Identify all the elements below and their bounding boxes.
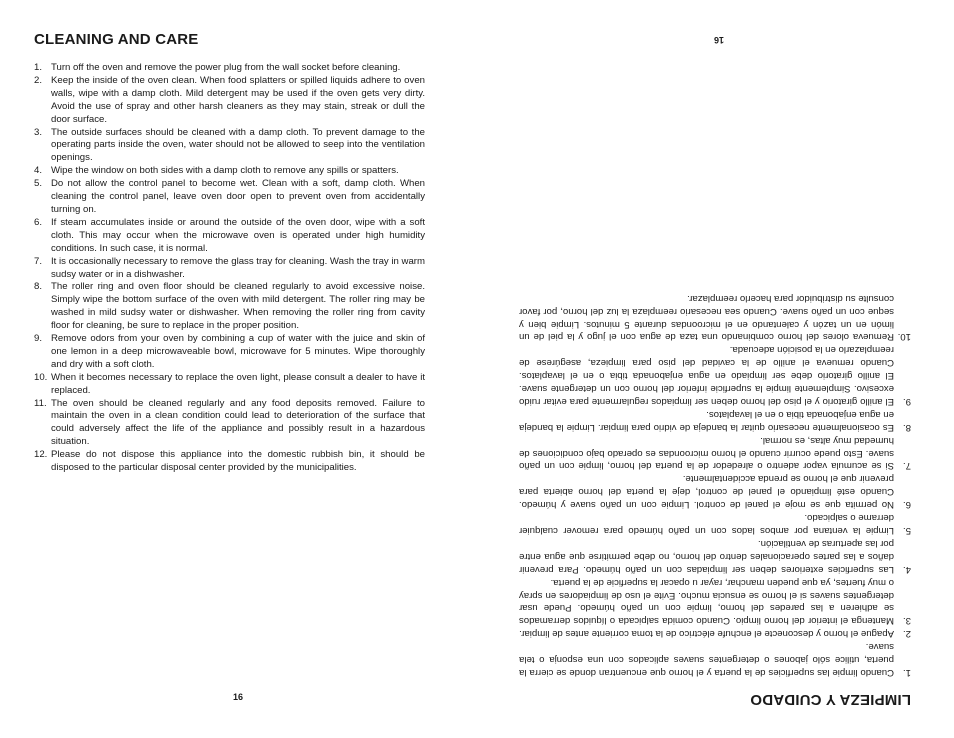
list-item-text: Mantenga el interior del horno limpio. Cuando comida salpicada o líquidos derramados se adhieren a las paredes del horno, limpie con un paño húmedo. Puede usar detergentes suaves si el horno se ensucia mucho. Evite el uso de limpiadores en spray o muy fuertes, ya que pueden manchar, rayar u opacar la superficie de la puerta. [519,576,894,627]
list-item [34,75,425,127]
list-item-text: Remueva olores del horno combinando una taza de agua con el jugo y la piel de un limón en un tazón y calentando en el microondas durante 5 minutos. Limpie bien y seque con un paño suave. Cuando sea necesario reemplaza la luz del horno, por favor consulte su distribuidor para hacerlo reemplazar. [519,292,894,343]
list-item [519,291,911,343]
list-item-number: 7. [902,460,911,472]
list-item [519,575,911,627]
list-item [34,127,425,166]
list-item-number: 5. [34,178,43,190]
list-item-number: 6. [34,216,43,228]
list-item-number: 7. [34,255,43,267]
list-item-text: Las superficies exteriores deben ser limpiadas con un paño húmedo. Para prevenir daños a las partes operacionales dentro del horno, no debe permitirse que agua entre por las aperturas de ventilación. [519,537,894,575]
right-page-upside-down [477,0,954,738]
instruction-list [34,62,425,475]
list-item-text: When it becomes necessary to replace the oven light, please consult a dealer to have it replaced. [51,371,425,396]
list-item-text: Keep the inside of the oven clean. When food splatters or spilled liquids adhere to oven walls, wipe with a damp cloth. Mild detergent may be used if the oven gets very dirty. Avoid the use of spray and other harsh cleaners as they may stain, streak or dull the door surface. [51,74,425,125]
instruction-list-spanish [519,291,911,678]
list-item-number: 3. [902,615,911,627]
list-item-number: 1. [902,667,911,678]
list-item-number: 6. [902,499,911,511]
page-number: 16 [233,692,244,702]
list-item-number: 4. [902,563,911,575]
list-item-number: 10. [897,331,911,343]
list-item [34,449,425,475]
list-item-number: 8. [34,281,43,293]
list-item-number: 2. [902,628,911,640]
list-item-text: The oven should be cleaned regularly and any food deposits removed. Failure to maintain the oven in a clean condition could lead to deterioration of the surface that could adversely affect the life of the appliance and possibly result in a hazardous situation. [51,397,425,448]
list-item-number: 8. [902,421,911,433]
list-item [34,281,425,333]
list-item [34,217,425,256]
list-item [519,626,911,639]
list-item [34,256,425,282]
list-item [519,407,911,433]
list-item-text: If steam accumulates inside or around the outside of the oven door, wipe with a soft cloth. This may occur when the microwave oven is operated under high humidity conditions. In such case, it is normal. [51,216,425,254]
list-item-text: Es ocasionalmente necesario quitar la bandeja de vidrio para limpiar. Limpie la bandeja en agua enjabonada tibia o en el lavaplatos. [519,408,894,433]
list-item [34,165,425,178]
list-item-text: Please do not dispose this appliance into the domestic rubbish bin, it should be disposed to the particular disposal center provided by the municipalities. [51,449,425,474]
list-item-number: 9. [34,333,43,345]
list-item-text: No permita que se moje el panel de control. Limpie con un paño suave y húmedo. Cuando esté limpiando el panel de control, deje la puerta del horno abierta para prevenir que el horno se prenda accidentalmente. [519,473,894,511]
list-item [34,178,425,217]
page-title: CLEANING AND CARE [34,31,199,48]
list-item-number: 5. [902,525,911,537]
list-item-text: Limpie la ventana por ambos lados con un paño húmedo para remover cualquier derrame o salpicado. [519,512,894,537]
list-item-number: 10. [34,371,48,383]
list-item [519,433,911,472]
list-item-number: 9. [902,395,911,407]
list-item-number: 3. [34,126,43,138]
list-item-number: 4. [34,165,43,177]
list-item-text: The roller ring and oven floor should be cleaned regularly to avoid excessive noise. Simply wipe the bottom surface of the oven with mild detergent. The roller ring may be washed in mild sudsy water or dishwasher. When removing the roller ring from cavity floor for cleaning, be sure to replace in the proper position. [51,281,425,332]
list-item [34,372,425,398]
list-item [519,639,911,678]
list-item-text: Turn off the oven and remove the power plug from the wall socket before cleaning. [51,62,401,73]
page-number-spanish: 16 [713,35,724,45]
list-item-text: The outside surfaces should be cleaned with a damp cloth. To prevent damage to the operating parts inside the oven, water should not be allowed to seep into the ventilation openings. [51,126,425,164]
list-item [34,398,425,450]
page-title-spanish: LIMPIEZA Y CUIDADO [750,691,911,708]
list-item [34,333,425,372]
list-item-text: Cuando limpie las superficies de la puerta y el horno que encuentran donde se cierra la puerta, utilice sólo jabones o detergentes suaves aplicados con una esponja o tela suave. [519,641,894,678]
rotated-content [477,0,954,738]
list-item [519,536,911,575]
list-item-text: Si se acumula vapor adentro o alrededor de la puerta del horno, limpie con un paño suave. Esto puede ocurrir cuando el horno microondas es operado bajo condiciones de humedad muy altas, es normal. [519,434,894,472]
list-item [519,342,911,407]
list-item [519,510,911,536]
list-item-text: Wipe the window on both sides with a damp cloth to remove any spills or spatters. [51,165,399,177]
list-item-number: 1. [34,62,43,73]
list-item [519,472,911,511]
list-item-number: 11. [34,397,47,409]
list-item-text: It is occasionally necessary to remove the glass tray for cleaning. Wash the tray in warm sudsy water or in a dishwasher. [51,255,425,280]
list-item-text: Apague el horno y desconecte el enchufe eléctrico de la toma corriente antes de limpiar. [519,628,894,640]
list-item-text: Do not allow the control panel to become wet. Clean with a soft, damp cloth. When cleaning the control panel, leave oven door open to prevent oven from accidentally turning on. [51,178,425,215]
list-item-number: 12. [34,449,48,461]
list-item-text: Remove odors from your oven by combining a cup of water with the juice and skin of one lemon in a deep microwaveable bowl, microwave for 5 minutes. Wipe thoroughly and dry with a soft cloth. [51,333,425,370]
list-item-text: El anillo giratorio y el piso del horno deben ser limpiados regularmente para evitar ruido excesivo. Simplemente limpie la superficie inferior del horno con un detergente suave. El anillo giratorio debe ser limpiado en agua enjabonada tibia o en el lavaplatos. Cuando remueva el anillo de la cavidad del piso para limpieza, asegúrese de reemplazarlo en la posición adecuada. [519,344,894,407]
list-item [34,62,425,75]
list-item-number: 2. [34,74,43,86]
